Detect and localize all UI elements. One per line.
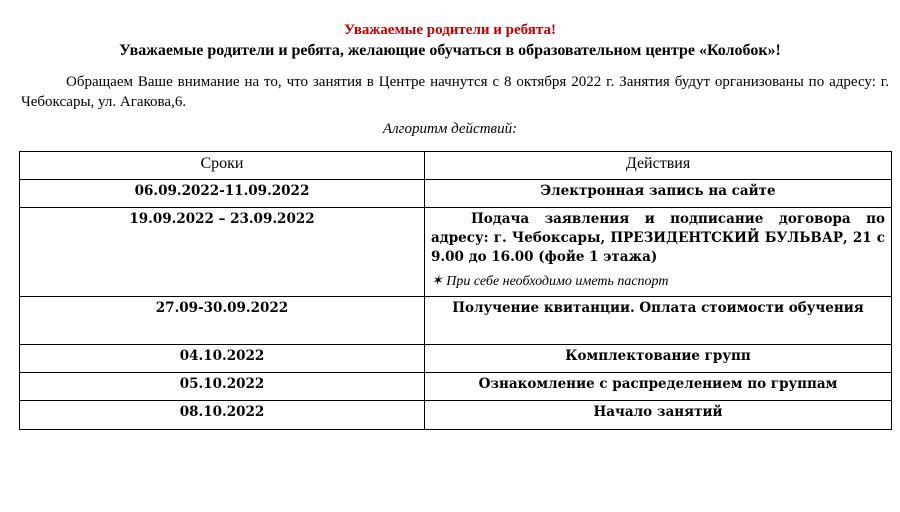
header-dates: Сроки [20,152,425,180]
row-dates: 19.09.2022 – 23.09.2022 [20,208,425,297]
schedule-table [19,151,892,430]
row-dates: 06.09.2022-11.09.2022 [20,180,425,208]
row-action: Подача заявления и подписание договора по адресу: г. Чебоксары, ПРЕЗИДЕНТСКИЙ БУЛЬВАР, 21 с 9.00 до 16.00 (фойе 1 этажа) [431,211,885,265]
table-row [20,373,892,401]
table-row [20,208,892,297]
greeting-title: Уважаемые родители и ребята! [344,22,556,38]
row-action: Ознакомление с распределением по группам [425,373,892,401]
table-row [20,297,892,345]
table-row [20,180,892,208]
table-row [20,401,892,430]
row-action: Начало занятий [425,401,892,430]
row-dates: 27.09-30.09.2022 [20,297,425,345]
header-actions: Действия [425,152,892,180]
algorithm-caption: Алгоритм действий: [382,121,518,137]
row-action: Получение квитанции. Оплата стоимости обучения [425,297,892,345]
intro-paragraph: Обращаем Ваше внимание на то, что занятия в Центре начнутся с 8 октября 2022 г. Занятия будут организованы по адресу: г. Чебоксары, ул. Агакова,6. [21,74,889,110]
row-dates: 04.10.2022 [20,345,425,373]
main-title: Уважаемые родители и ребята, желающие обучаться в образовательном центре «Колобок»! [119,42,781,59]
passport-note: ✶ При себе необходимо иметь паспорт [431,274,669,289]
row-action: Электронная запись на сайте [425,180,892,208]
row-dates: 08.10.2022 [20,401,425,430]
row-dates: 05.10.2022 [20,373,425,401]
table-row [20,345,892,373]
row-action-cell [425,208,892,297]
table-header-row [20,152,892,180]
row-action: Комплектование групп [425,345,892,373]
